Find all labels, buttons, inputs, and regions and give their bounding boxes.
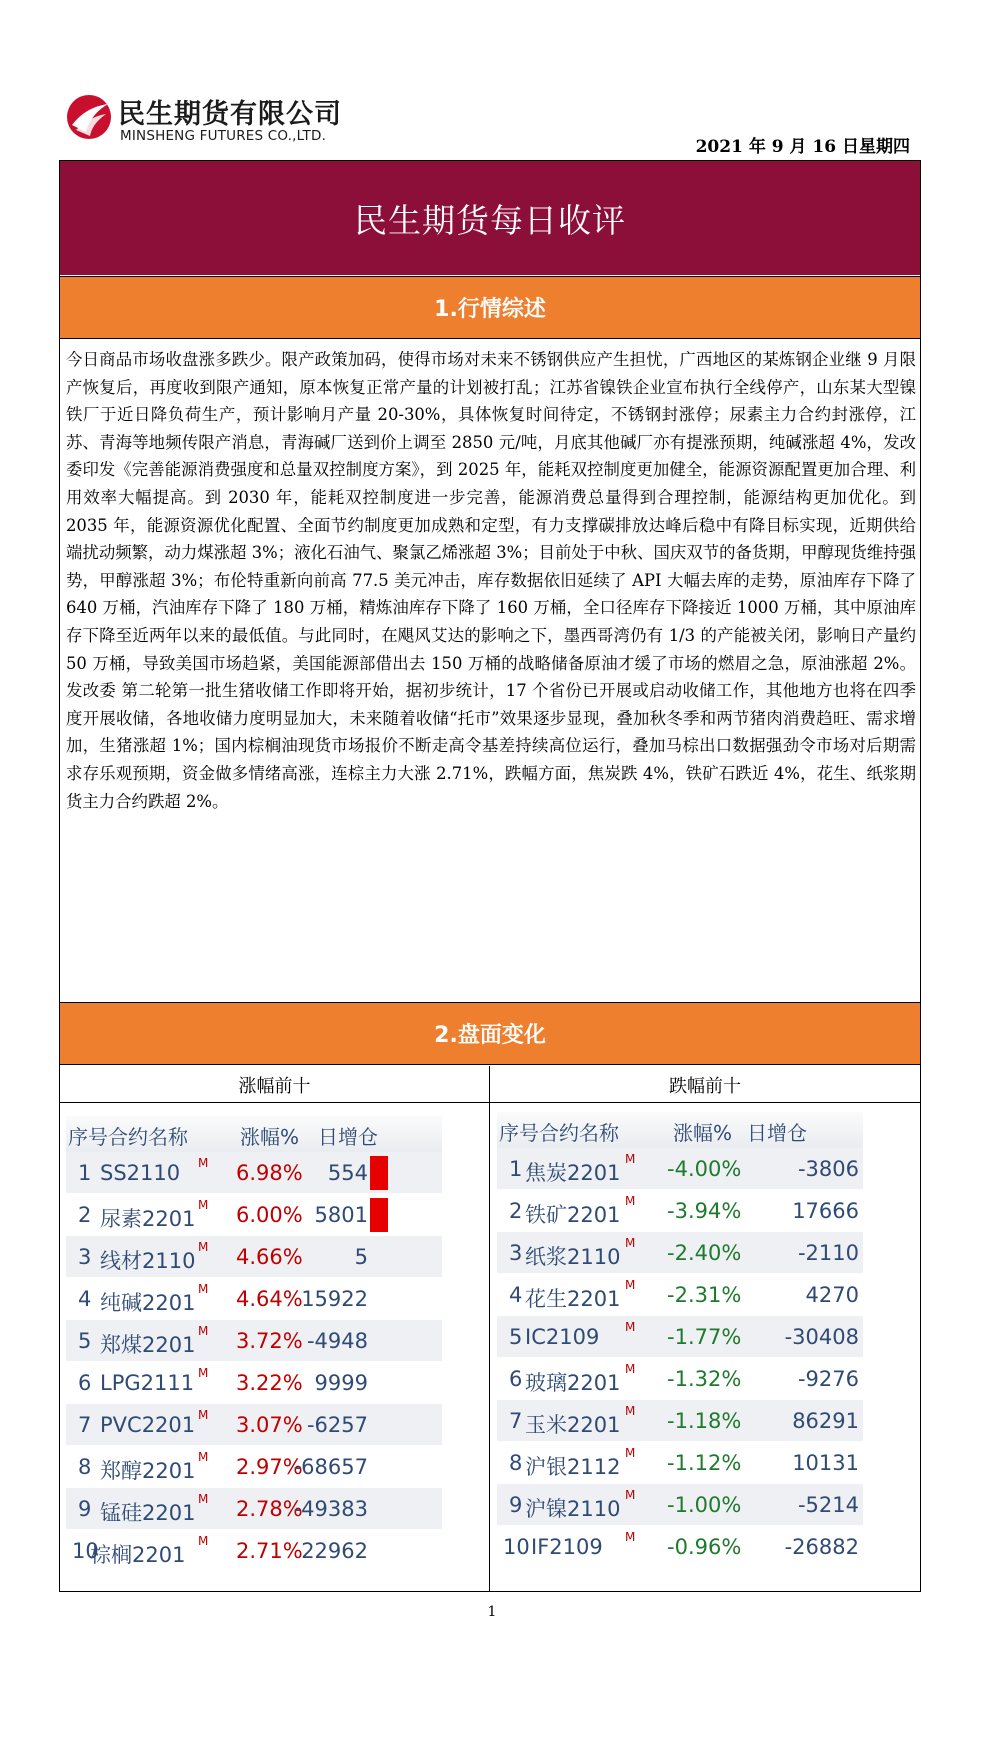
table-row	[66, 1236, 442, 1278]
row-contract-name: 纯碱2201	[100, 1291, 196, 1315]
row-seq: 5	[509, 1325, 523, 1349]
row-contract-name: 尿素2201	[100, 1207, 196, 1231]
row-open-interest-change: -3806	[797, 1157, 859, 1181]
table-row	[66, 1530, 442, 1572]
row-change-pct: 2.97%	[236, 1455, 303, 1479]
row-main-flag: M	[625, 1488, 636, 1502]
column-divider	[489, 1066, 490, 1592]
row-open-interest-change: -49383	[293, 1497, 368, 1521]
row-open-interest-change: -5214	[797, 1493, 859, 1517]
row-seq: 10	[72, 1539, 99, 1563]
losers-title: 跌幅前十	[669, 1076, 741, 1097]
row-seq: 8	[78, 1455, 92, 1479]
row-main-flag: M	[198, 1240, 209, 1254]
row-main-flag: M	[625, 1446, 636, 1460]
row-change-pct: -1.32%	[667, 1367, 742, 1391]
row-main-flag: M	[625, 1362, 636, 1376]
row-change-pct: -3.94%	[667, 1199, 742, 1223]
row-change-pct: 3.22%	[236, 1371, 303, 1395]
gainers-table	[66, 1116, 442, 1572]
row-contract-name: IF2109	[531, 1535, 603, 1559]
row-change-pct: 6.00%	[236, 1203, 303, 1227]
table-row	[66, 1320, 442, 1362]
table-row	[497, 1190, 863, 1232]
row-open-interest-change: -2110	[797, 1241, 859, 1265]
row-seq: 9	[509, 1493, 523, 1517]
row-open-interest-change: -26882	[784, 1535, 859, 1559]
row-change-pct: 3.07%	[236, 1413, 303, 1437]
row-seq: 5	[78, 1329, 92, 1353]
row-main-flag: M	[625, 1278, 636, 1292]
row-contract-name: 线材2110	[100, 1249, 196, 1273]
table-row	[66, 1152, 442, 1194]
row-open-interest-change: -4948	[306, 1329, 368, 1353]
row-open-interest-change: 9999	[314, 1371, 368, 1395]
row-contract-name: SS2110	[100, 1161, 181, 1185]
row-contract-name: 玉米2201	[525, 1413, 621, 1437]
row-change-pct: -4.00%	[667, 1157, 742, 1181]
oi-databar	[370, 1198, 388, 1232]
row-main-flag: M	[198, 1408, 209, 1422]
row-change-pct: -2.31%	[667, 1283, 742, 1307]
header-divider	[60, 1102, 920, 1103]
table-row	[497, 1232, 863, 1274]
table-row	[66, 1404, 442, 1446]
row-seq: 7	[78, 1413, 92, 1437]
row-contract-name: 郑醇2201	[100, 1459, 196, 1483]
table-row	[497, 1400, 863, 1442]
row-change-pct: -1.77%	[667, 1325, 742, 1349]
table-row	[66, 1194, 442, 1236]
row-contract-name: PVC2201	[100, 1413, 196, 1437]
table-row	[497, 1274, 863, 1316]
row-change-pct: -1.18%	[667, 1409, 742, 1433]
page-number: 1	[487, 1604, 497, 1620]
row-main-flag: M	[625, 1320, 636, 1334]
row-main-flag: M	[198, 1492, 209, 1506]
row-main-flag: M	[625, 1404, 636, 1418]
row-open-interest-change: -30408	[784, 1325, 859, 1349]
row-open-interest-change: 86291	[792, 1409, 859, 1433]
row-main-flag: M	[198, 1366, 209, 1380]
gainers-table-header	[66, 1116, 442, 1152]
header-seq-name: 序号合约名称	[499, 1121, 619, 1145]
table-row	[66, 1278, 442, 1320]
table-row	[66, 1488, 442, 1530]
company-name-cn: 民生期货有限公司	[118, 99, 342, 130]
header-change: 涨幅%	[673, 1121, 733, 1145]
table-row	[497, 1484, 863, 1526]
row-contract-name: 郑煤2201	[100, 1333, 196, 1357]
row-contract-name: 沪银2112	[525, 1455, 621, 1479]
header-seq-name: 序号合约名称	[68, 1125, 188, 1149]
row-change-pct: 4.64%	[236, 1287, 303, 1311]
row-main-flag: M	[198, 1324, 209, 1338]
header-oi: 日增仓	[747, 1121, 807, 1145]
section-title-overview: 1.行情综述	[60, 276, 920, 339]
row-change-pct: 2.78%	[236, 1497, 303, 1521]
row-change-pct: -1.12%	[667, 1451, 742, 1475]
row-main-flag: M	[198, 1198, 209, 1212]
row-seq: 9	[78, 1497, 92, 1521]
row-seq: 1	[78, 1161, 92, 1185]
row-open-interest-change: 22962	[301, 1539, 368, 1563]
row-contract-name: 沪镍2110	[525, 1497, 621, 1521]
losers-table	[497, 1112, 863, 1568]
report-title: 民生期货每日收评	[60, 161, 920, 275]
row-change-pct: 4.66%	[236, 1245, 303, 1269]
row-seq: 2	[78, 1203, 92, 1227]
market-summary-text: 今日商品市场收盘涨多跌少。限产政策加码，使得市场对未来不锈钢供应产生担忧，广西地区的某炼钢企业继 9 月限产恢复后，再度收到限产通知，原本恢复正常产量的计划被打乱；江苏省镍铁企业宣布执行全线停产，山东某大型镍铁厂于近日降负荷生产，预计影响月产量 20-30%，具体恢复时间待定，不锈钢封涨停；尿素主力合约封涨停，江苏、青海等地频传限产消息，青海碱厂送到价上调至 2850 元/吨，月底其他碱厂亦有提涨预期，纯碱涨超 4%，发改委印发《完善能源消费强度和总量双控制度方案》，到 2025 年，能耗双控制度更加健全，能源资源配置更加合理、利用效率大幅提高。到 2030 年，能耗双控制度进一步完善，能源消费总量得到合理控制，能源结构更加优化。到 2035 年，能源资源优化配置、全面节约制度更加成熟和定型，有力支撑碳排放达峰后稳中有降目标实现，近期供给端扰动频繁，动力煤涨超 3%；液化石油气、聚氯乙烯涨超 3%；目前处于中秋、国庆双节的备货期，甲醇现货维持强势，甲醇涨超 3%；布伦特重新向前高 77.5 美元冲击，库存数据依旧延续了 API 大幅去库的走势，原油库存下降了 640 万桶，汽油库存下降了 180 万桶，精炼油库存下降了 160 万桶，全口径库存下降接近 1000 万桶，其中原油库存下降至近两年以来的最低值。与此同时，在飓风艾达的影响之下，墨西哥湾仍有 1/3 的产能被关闭，影响日产量约 50 万桶，导致美国市场趋紧，美国能源部借出去 150 万桶的战略储备原油才缓了市场的燃眉之急，原油涨超 2%。发改委 第二轮第一批生猪收储工作即将开始，据初步统计，17 个省份已开展或启动收储工作，其他地方也将在四季度开展收储，各地收储力度明显加大，未来随着收储“托市”效果逐步显现，叠加秋冬季和两节猪肉消费趋旺、需求增加，生猪涨超 1%；国内棕榈油现货市场报价不断走高令基差持续高位运行，叠加马棕出口数据强劲令市场对后期需求存乐观预期，资金做多情绪高涨，连棕主力大涨 2.71%，跌幅方面，焦炭跌 4%，铁矿石跌近 4%，花生、纸浆期货主力合约跌超 2%。	[66, 350, 916, 811]
row-contract-name: IC2109	[525, 1325, 600, 1349]
company-name-en: MINSHENG FUTURES CO.,LTD.	[120, 128, 327, 144]
row-main-flag: M	[625, 1236, 636, 1250]
row-contract-name: 玻璃2201	[525, 1371, 621, 1395]
row-main-flag: M	[198, 1534, 209, 1548]
row-open-interest-change: 554	[327, 1161, 368, 1185]
row-main-flag: M	[198, 1282, 209, 1296]
row-contract-name: 铁矿2201	[525, 1203, 621, 1227]
row-contract-name: 焦炭2201	[525, 1161, 621, 1185]
table-row	[66, 1362, 442, 1404]
row-seq: 8	[509, 1451, 523, 1475]
row-seq: 7	[509, 1409, 523, 1433]
row-open-interest-change: 15922	[301, 1287, 368, 1311]
header-change: 涨幅%	[240, 1125, 300, 1149]
row-main-flag: M	[198, 1156, 209, 1170]
row-change-pct: 2.71%	[236, 1539, 303, 1563]
row-seq: 1	[509, 1157, 523, 1181]
table-row	[497, 1526, 863, 1568]
row-contract-name: 棕榈2201	[90, 1543, 186, 1567]
losers-table-header	[497, 1112, 863, 1148]
row-open-interest-change: 5	[354, 1245, 368, 1269]
row-change-pct: 3.72%	[236, 1329, 303, 1353]
row-open-interest-change: 17666	[792, 1199, 859, 1223]
row-seq: 3	[509, 1241, 523, 1265]
row-seq: 10	[503, 1535, 530, 1559]
report-date: 2021 年 9 月 16 日星期四	[695, 137, 910, 157]
row-seq: 4	[509, 1283, 523, 1307]
table-row	[497, 1316, 863, 1358]
company-logo	[64, 88, 364, 148]
row-seq: 2	[509, 1199, 523, 1223]
table-row	[497, 1358, 863, 1400]
row-seq: 4	[78, 1287, 92, 1311]
table-row	[497, 1442, 863, 1484]
row-change-pct: -2.40%	[667, 1241, 742, 1265]
row-change-pct: -0.96%	[667, 1535, 742, 1559]
row-open-interest-change: -6257	[306, 1413, 368, 1437]
row-main-flag: M	[625, 1152, 636, 1166]
row-open-interest-change: -68657	[293, 1455, 368, 1479]
row-open-interest-change: 10131	[792, 1451, 859, 1475]
section-title-market-changes: 2.盘面变化	[60, 1002, 920, 1065]
row-seq: 6	[78, 1371, 92, 1395]
row-change-pct: 6.98%	[236, 1161, 303, 1185]
row-open-interest-change: 5801	[314, 1203, 368, 1227]
oi-databar	[370, 1156, 388, 1190]
header-oi: 日增仓	[318, 1125, 378, 1149]
gainers-title: 涨幅前十	[238, 1076, 311, 1097]
row-contract-name: 纸浆2110	[525, 1245, 621, 1269]
row-main-flag: M	[625, 1530, 636, 1544]
row-contract-name: LPG2111	[100, 1371, 195, 1395]
row-open-interest-change: 4270	[805, 1283, 859, 1307]
minsheng-logo-icon	[64, 92, 114, 142]
row-open-interest-change: -9276	[797, 1367, 859, 1391]
row-seq: 3	[78, 1245, 92, 1269]
row-contract-name: 花生2201	[525, 1287, 621, 1311]
row-change-pct: -1.00%	[667, 1493, 742, 1517]
row-seq: 6	[509, 1367, 523, 1391]
row-main-flag: M	[625, 1194, 636, 1208]
row-contract-name: 锰硅2201	[100, 1501, 196, 1525]
table-row	[497, 1148, 863, 1190]
table-row	[66, 1446, 442, 1488]
row-main-flag: M	[198, 1450, 209, 1464]
